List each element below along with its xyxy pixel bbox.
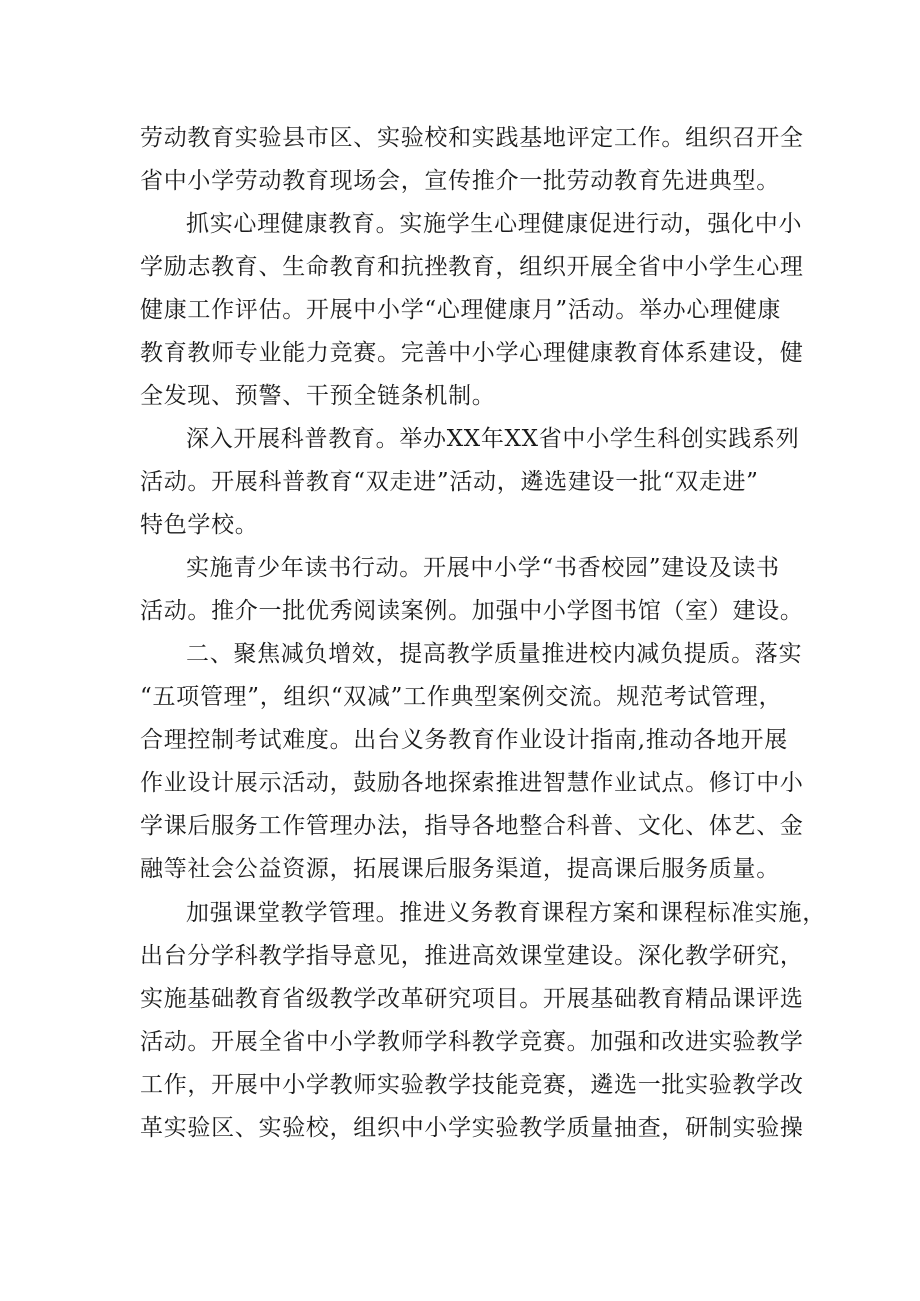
paragraph-first-line: 实施青少年读书行动。开展中小学“书香校园”建设及读书 — [186, 555, 780, 581]
paragraph-first-line: 抓实心理健康教育。实施学生心理健康促进行动，强化中小 — [186, 211, 803, 237]
text-line: 革实验区、实验校，组织中小学实验教学质量抽查，研制实验操 — [140, 1115, 804, 1141]
text-line: 出台分学科教学指导意见，推进高效课堂建设。深化教学研究， — [140, 943, 804, 969]
paragraph-first-line: 深入开展科普教育。举办XX年XX省中小学生科创实践系列 — [186, 426, 800, 452]
section-heading-line: 二、聚焦减负增效，提高教学质量推进校内减负提质。落实 — [186, 641, 803, 667]
text-line: “五项管理”，组织“双减”工作典型案例交流。规范考试管理， — [140, 684, 783, 710]
text-line: 全发现、预警、干预全链条机制。 — [140, 383, 496, 409]
text-line: 活动。推介一批优秀阅读案例。加强中小学图书馆（室）建设。 — [140, 598, 804, 624]
text-line: 特色学校。 — [140, 512, 259, 538]
text-line: 融等社会公益资源，拓展课后服务渠道，提高课后服务质量。 — [140, 856, 780, 882]
text-line: 合理控制考试难度。出台义务教育作业设计指南,推动各地开展 — [140, 727, 788, 753]
text-line: 学课后服务工作管理办法，指导各地整合科普、文化、体艺、金 — [140, 813, 804, 839]
text-line: 省中小学劳动教育现场会，宣传推介一批劳动教育先进典型。 — [140, 168, 780, 194]
text-line: 作业设计展示活动，鼓励各地探索推进智慧作业试点。修订中小 — [140, 770, 804, 796]
text-line: 工作，开展中小学教师实验教学技能竞赛，遴选一批实验教学改 — [140, 1072, 804, 1098]
text-line: 教育教师专业能力竞赛。完善中小学心理健康教育体系建设，健 — [140, 340, 804, 366]
text-line: 实施基础教育省级教学改革研究项目。开展基础教育精品课评选 — [140, 986, 804, 1012]
text-line: 劳动教育实验县市区、实验校和实践基地评定工作。组织召开全 — [140, 125, 804, 151]
text-line: 活动。开展全省中小学教师学科教学竞赛。加强和改进实验教学 — [140, 1029, 804, 1055]
paragraph-first-line: 加强课堂教学管理。推进义务教育课程方案和课程标准实施， — [186, 900, 826, 926]
text-line: 活动。开展科普教育“双走进”活动，遴选建设一批“双走进” — [140, 469, 759, 495]
text-line: 健康工作评估。开展中小学“心理健康月”活动。举办心理健康 — [140, 297, 782, 323]
text-line: 学励志教育、生命教育和抗挫教育，组织开展全省中小学生心理 — [140, 254, 804, 280]
